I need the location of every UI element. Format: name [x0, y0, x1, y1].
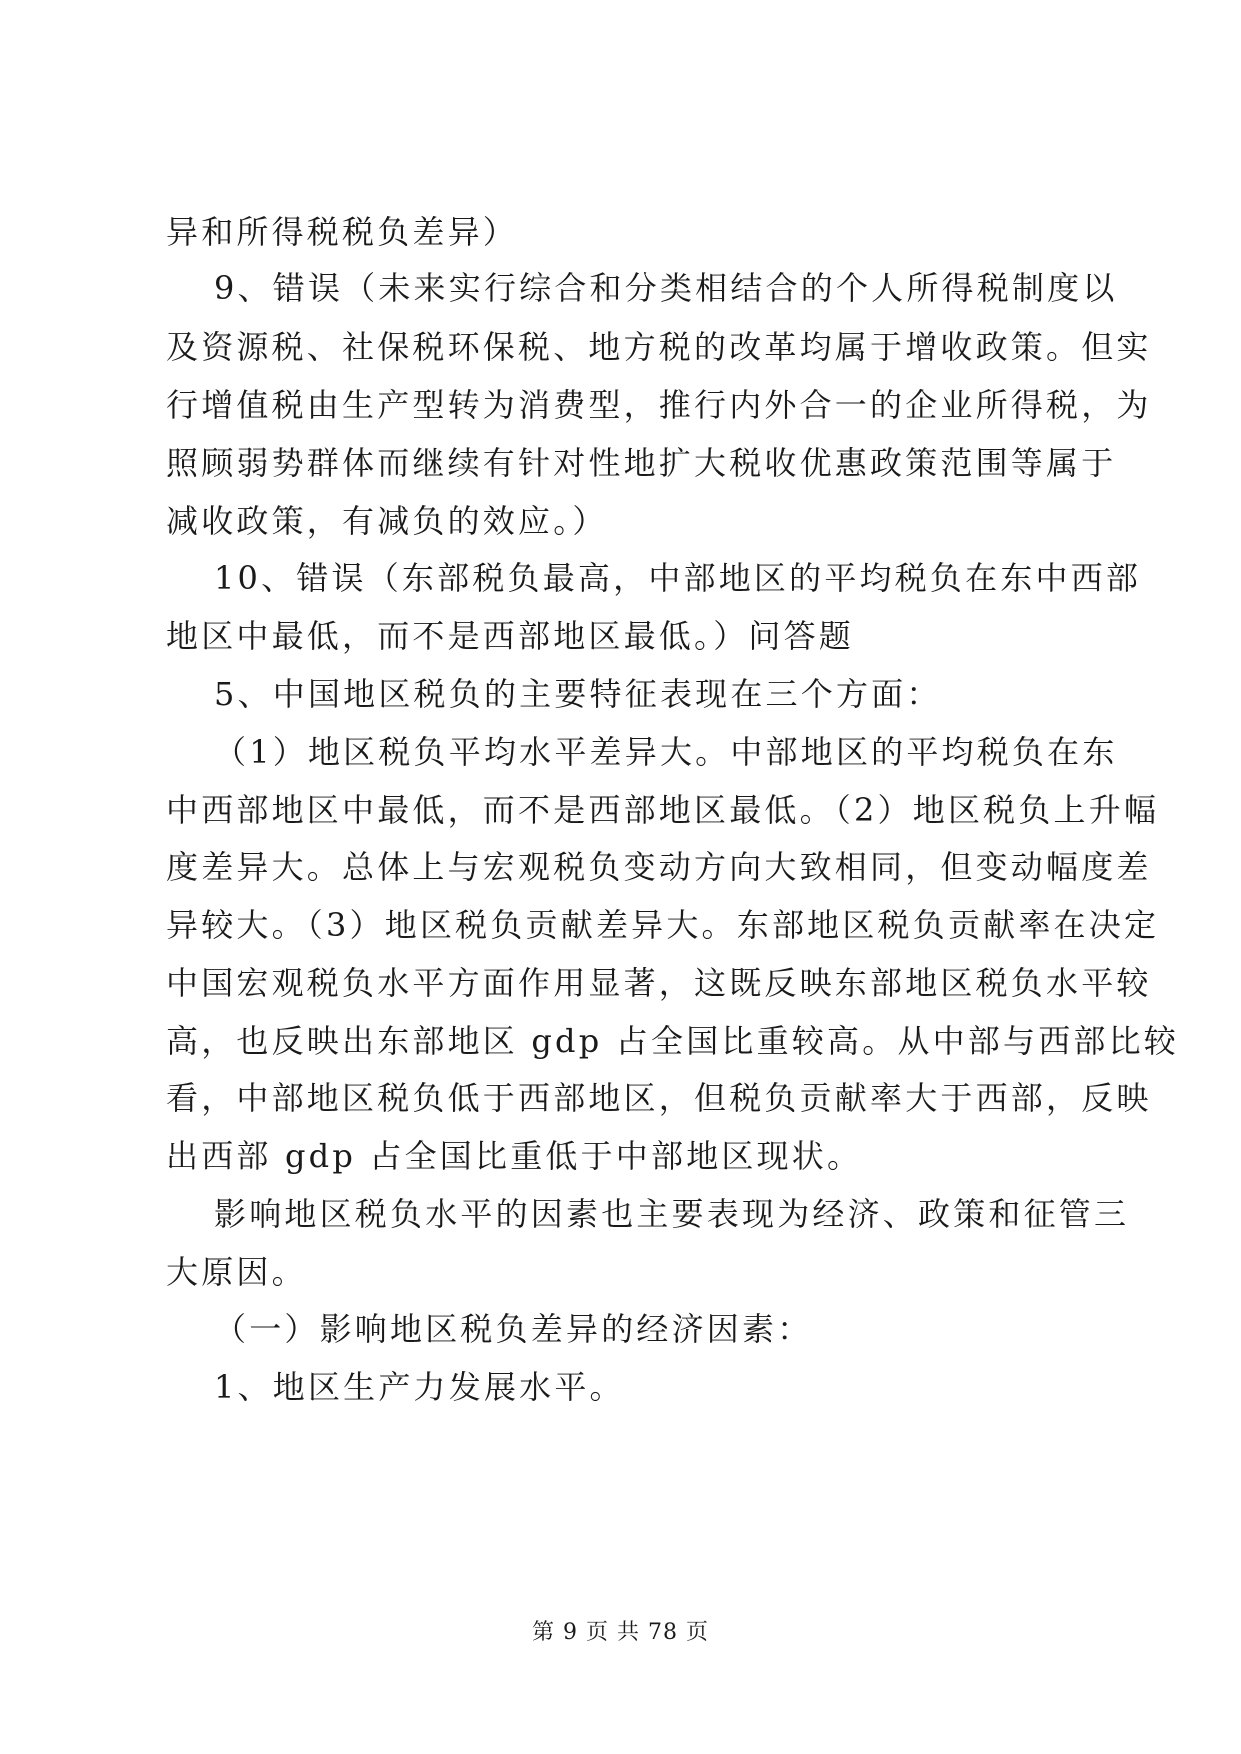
text-line: 行增值税由生产型转为消费型，推行内外合一的企业所得税，为	[166, 386, 1152, 424]
text-line: 影响地区税负水平的因素也主要表现为经济、政策和征管三	[214, 1195, 1130, 1233]
text-line: 异较大。（3）地区税负贡献差异大。东部地区税负贡献率在决定	[166, 906, 1160, 944]
text-line: 9、错误（未来实行综合和分类相结合的个人所得税制度以	[214, 269, 1118, 307]
text-line: 看，中部地区税负低于西部地区，但税负贡献率大于西部，反映	[166, 1079, 1152, 1117]
text-line: 高，也反映出东部地区 gdp 占全国比重较高。从中部与西部比较	[166, 1022, 1179, 1060]
text-line: 地区中最低，而不是西部地区最低。）问答题	[166, 617, 855, 655]
page-number-footer: 第 9 页 共 78 页	[532, 1620, 709, 1645]
text-line: 照顾弱势群体而继续有针对性地扩大税收优惠政策范围等属于	[166, 444, 1117, 482]
text-line: 异和所得税税负差异）	[166, 213, 519, 251]
text-line: 中国宏观税负水平方面作用显著，这既反映东部地区税负水平较	[166, 964, 1152, 1002]
text-line: 出西部 gdp 占全国比重低于中部地区现状。	[166, 1137, 863, 1175]
text-line: （一）影响地区税负差异的经济因素：	[214, 1310, 813, 1348]
text-line: 5、中国地区税负的主要特征表现在三个方面：	[214, 675, 942, 713]
text-line: 大原因。	[166, 1253, 307, 1291]
text-line: 度差异大。总体上与宏观税负变动方向大致相同，但变动幅度差	[166, 848, 1152, 886]
text-line: （1）地区税负平均水平差异大。中部地区的平均税负在东	[214, 733, 1118, 771]
text-line: 及资源税、社保税环保税、地方税的改革均属于增收政策。但实	[166, 328, 1152, 366]
text-line: 减收政策，有减负的效应。）	[166, 502, 608, 540]
text-line: 中西部地区中最低，而不是西部地区最低。（2）地区税负上升幅	[166, 791, 1160, 829]
text-line: 1、地区生产力发展水平。	[214, 1368, 625, 1406]
text-line: 10、错误（东部税负最高，中部地区的平均税负在东中西部	[214, 559, 1142, 597]
